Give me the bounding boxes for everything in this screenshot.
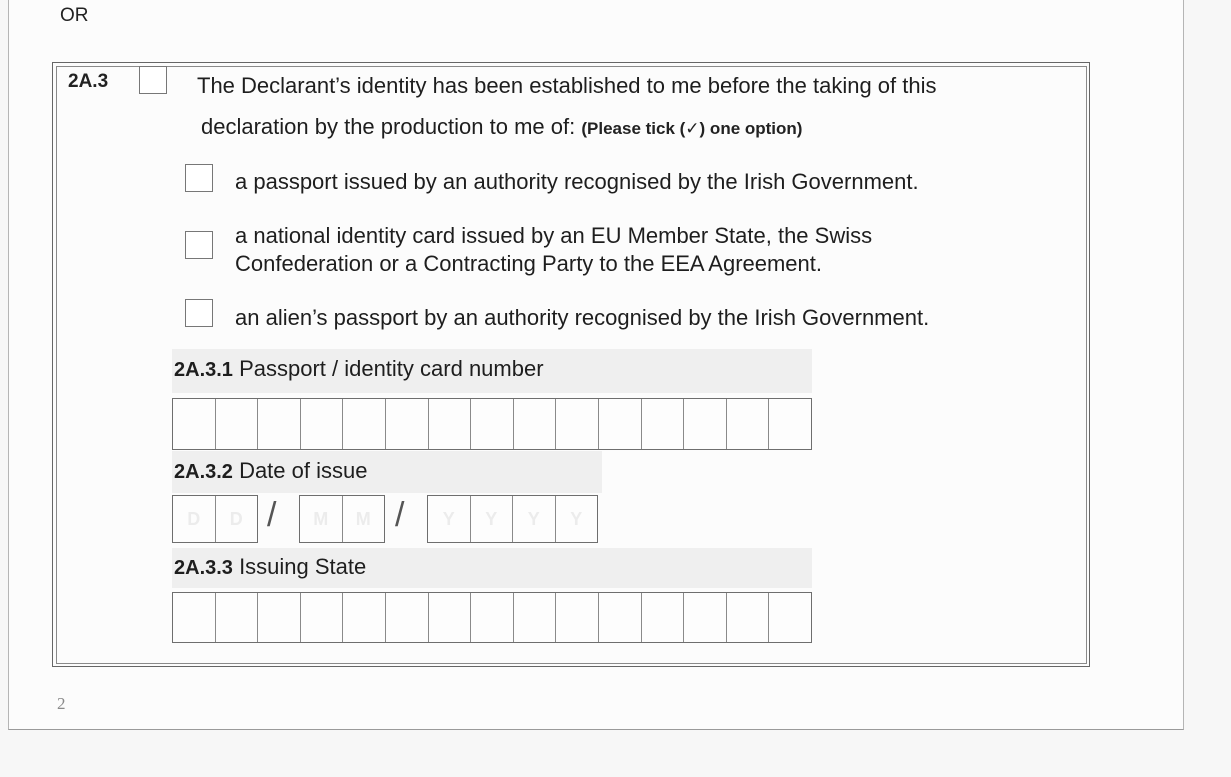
issuing-state-label — [174, 554, 366, 580]
passport-number-cell[interactable] — [642, 399, 685, 449]
issuing-state-cell[interactable] — [173, 593, 216, 642]
passport-number-cell[interactable] — [216, 399, 259, 449]
passport-number-label — [174, 356, 544, 382]
statement-text: declaration by the production to me of: — [201, 114, 576, 139]
option-passport-text: a passport issued by an authority recognised by the Irish Government. — [235, 169, 919, 194]
issuing-state-cell[interactable] — [471, 593, 514, 642]
passport-number-cell[interactable] — [599, 399, 642, 449]
date-day-input[interactable] — [172, 495, 258, 543]
or-label: OR — [60, 5, 89, 26]
passport-number-cell[interactable] — [386, 399, 429, 449]
date-day-cell[interactable]: D — [229, 508, 243, 529]
issuing-state-label-text: Issuing State — [239, 554, 367, 579]
passport-number-input[interactable] — [172, 398, 812, 450]
section-2a3-checkbox[interactable] — [139, 66, 167, 94]
date-month-cell[interactable]: M — [300, 496, 343, 542]
statement-line-2 — [201, 114, 802, 140]
passport-number-cell[interactable] — [173, 399, 216, 449]
issuing-state-code: 2A.3.3 — [174, 557, 233, 579]
issuing-state-cell[interactable] — [642, 593, 685, 642]
issuing-state-cell[interactable] — [301, 593, 344, 642]
option-national-id-checkbox[interactable] — [185, 231, 213, 259]
issuing-state-cell[interactable] — [556, 593, 599, 642]
passport-number-cell[interactable] — [727, 399, 770, 449]
passport-number-cell[interactable] — [514, 399, 557, 449]
date-separator-1: / — [267, 496, 277, 534]
issuing-state-cell[interactable] — [216, 593, 259, 642]
date-month-input[interactable] — [299, 495, 385, 543]
date-of-issue-code: 2A.3.2 — [174, 461, 233, 483]
date-separator-2: / — [395, 496, 405, 534]
passport-number-cell[interactable] — [684, 399, 727, 449]
passport-number-cell[interactable] — [429, 399, 472, 449]
date-year-input[interactable] — [427, 495, 598, 543]
date-month-cell[interactable]: M — [355, 508, 371, 529]
passport-number-cell[interactable] — [556, 399, 599, 449]
option-passport-checkbox[interactable] — [185, 164, 213, 192]
passport-number-cell[interactable] — [258, 399, 301, 449]
date-year-cell[interactable]: Y — [570, 508, 583, 529]
passport-number-label-text: Passport / identity card number — [239, 356, 544, 381]
date-day-cell[interactable]: D — [173, 496, 216, 542]
issuing-state-cell[interactable] — [727, 593, 770, 642]
option-alien-passport-text: an alien’s passport by an authority recognised by the Irish Government. — [235, 305, 930, 330]
passport-number-cell[interactable] — [301, 399, 344, 449]
date-of-issue-label — [174, 458, 367, 484]
option-alien-passport-checkbox[interactable] — [185, 299, 213, 327]
tick-instruction: (Please tick (✓) one option) — [581, 119, 803, 138]
statement-line-1: The Declarant’s identity has been established to me before the taking of this — [197, 73, 937, 98]
issuing-state-input[interactable] — [172, 592, 812, 643]
date-year-cell[interactable]: Y — [471, 496, 514, 542]
issuing-state-cell[interactable] — [599, 593, 642, 642]
section-code: 2A.3 — [68, 71, 109, 92]
issuing-state-cell[interactable] — [429, 593, 472, 642]
page-number: 2 — [57, 694, 66, 713]
option-national-id-text-line-2: Confederation or a Contracting Party to the EEA Agreement. — [235, 251, 823, 276]
date-year-cell[interactable]: Y — [428, 496, 471, 542]
passport-number-cell[interactable] — [769, 399, 811, 449]
date-of-issue-label-text: Date of issue — [239, 458, 368, 483]
passport-number-cell[interactable] — [343, 399, 386, 449]
issuing-state-cell[interactable] — [514, 593, 557, 642]
option-national-id-text-line-1: a national identity card issued by an EU Member State, the Swiss — [235, 223, 873, 248]
date-year-cell[interactable]: Y — [513, 496, 556, 542]
issuing-state-cell[interactable] — [769, 593, 811, 642]
passport-number-code: 2A.3.1 — [174, 359, 233, 381]
issuing-state-cell[interactable] — [684, 593, 727, 642]
issuing-state-cell[interactable] — [258, 593, 301, 642]
issuing-state-cell[interactable] — [343, 593, 386, 642]
passport-number-cell[interactable] — [471, 399, 514, 449]
issuing-state-cell[interactable] — [386, 593, 429, 642]
